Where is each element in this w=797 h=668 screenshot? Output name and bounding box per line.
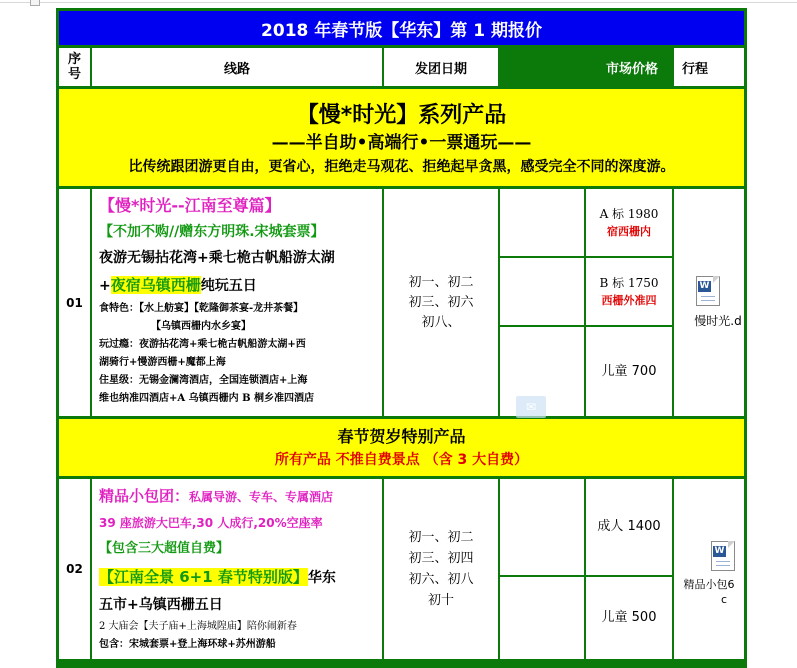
row1-number: 01 xyxy=(59,189,90,416)
row1-price-b xyxy=(586,258,672,325)
section-spring-festival-title: 春节贺岁特别产品 xyxy=(337,426,466,446)
header-seq-label: 序号 xyxy=(67,52,81,82)
section-slow-time-desc: 比传统跟团游更自由，更省心，拒绝走马观花、拒绝起早贪黑，感受完全不同的深度游。 xyxy=(128,158,675,175)
row1-line1: 夜游无锡拈花湾+乘七桅古帆船游太湖 xyxy=(99,250,335,266)
row2-product-name xyxy=(99,483,378,511)
section-slow-time xyxy=(59,89,744,186)
row2-number: 02 xyxy=(59,479,90,659)
row2-highlight-post: 华东 xyxy=(307,570,336,586)
row2-dates xyxy=(384,479,498,659)
row1-line2-pre: + xyxy=(99,278,111,294)
row2-bus: 39 座旅游大巴车,30 人成行,20%空座率 xyxy=(99,516,323,530)
row2-highlight-line xyxy=(99,563,378,592)
row1-tag: 【不加不购//赠东方明珠.宋城套票】 xyxy=(99,224,325,240)
row1-play1: 玩过瘾：夜游拈花湾+乘七桅古帆船游太湖+西 xyxy=(99,339,306,350)
row1-food2: 【乌镇西栅内水乡宴】 xyxy=(151,321,251,332)
section-slow-time-title: 【慢*时光】系列产品 xyxy=(296,102,507,128)
row2-name-pink: 精品小包团： xyxy=(99,487,190,505)
row1-date-line: 初三、初六 xyxy=(408,294,474,310)
row1-price-a xyxy=(586,189,672,256)
faint-overlay-icon: ✉ xyxy=(516,396,546,418)
row1-line2 xyxy=(99,271,378,300)
header-route: 线路 xyxy=(92,48,382,86)
row2-file-name: 精品小包6 xyxy=(683,578,735,591)
row2-itinerary-file[interactable] xyxy=(674,479,744,659)
sheet-corner xyxy=(30,0,40,6)
row2-date-line: 初一、初二 xyxy=(408,530,474,545)
row1-line2-post: 纯玩五日 xyxy=(200,278,257,294)
row1-itinerary-file[interactable] xyxy=(674,189,744,416)
row1-food1: 食特色：【水上舫宴】【乾隆御茶宴-龙井茶餐】 xyxy=(99,303,304,314)
row1-stay1: 住星级：无锡金澜湾酒店，全国连锁酒店+上海 xyxy=(99,375,308,386)
header-dates: 发团日期 xyxy=(384,48,498,86)
row1-file-name: 慢时光.d xyxy=(694,314,742,328)
header-seq xyxy=(59,48,90,86)
row1-price-b-value: B 标 1750 xyxy=(599,275,659,290)
row2-route xyxy=(92,479,382,659)
row2-highlight: 【江南全景 6+1 春节特别版】 xyxy=(99,568,308,586)
row2-name-rest: 私属导游、专车、专属酒店 xyxy=(189,490,334,504)
row2-price-adult: 成人 1400 xyxy=(586,479,672,575)
row1-play2: 湖骑行+慢游西栅+魔都上海 xyxy=(99,357,226,368)
table-title: 2018 年春节版【华东】第 1 期报价 xyxy=(59,11,744,45)
row2-tag: 【包含三大超值自费】 xyxy=(99,541,230,556)
section-spring-festival-subtitle: 所有产品 不推自费景点 （含 3 大自费） xyxy=(274,451,529,468)
row1-line2-highlight: 夜宿乌镇西栅 xyxy=(110,276,201,294)
section-spring-festival xyxy=(59,419,744,476)
row1-product-name: 【慢*时光--江南至尊篇】 xyxy=(99,196,281,215)
row1-date-line: 初八、 xyxy=(421,314,461,330)
row1-route xyxy=(92,189,382,416)
top-ruler-line xyxy=(0,2,797,3)
row1-price-child: 儿童 700 xyxy=(586,327,672,416)
row2-line: 五市+乌镇西栅五日 xyxy=(99,597,223,613)
row1-price-empty-b xyxy=(500,258,584,325)
row2-detail1: 2 大庙会【夫子庙+上海城隍庙】陪你闹新春 xyxy=(99,621,297,632)
word-document-icon: W xyxy=(711,541,737,573)
section-slow-time-subtitle: ——半自助•高端行•一票通玩—— xyxy=(271,132,532,153)
row1-price-b-note: 西栅外准四 xyxy=(601,293,657,307)
row2-file-name-line2: c xyxy=(720,593,728,606)
header-itinerary: 行程 xyxy=(674,48,744,86)
row2-date-line: 初十 xyxy=(427,593,454,608)
header-market-price: 市场价格 xyxy=(500,48,672,86)
row2-price-empty-b xyxy=(500,577,584,659)
row2-detail2: 包含：宋城套票+登上海环球+苏州游船 xyxy=(99,639,276,650)
row1-price-a-note: 宿西栅内 xyxy=(607,224,651,238)
row2-date-line: 初三、初四 xyxy=(408,551,474,566)
row2-date-line: 初六、初八 xyxy=(408,572,474,587)
row1-dates xyxy=(384,189,498,416)
word-document-icon: W xyxy=(696,276,722,308)
row1-price-a-value: A 标 1980 xyxy=(599,206,659,221)
row1-stay2: 维也纳准四酒店+A 乌镇西栅内 B 桐乡准四酒店 xyxy=(99,393,315,404)
row1-price-empty-a xyxy=(500,189,584,256)
row2-price-child: 儿童 500 xyxy=(586,577,672,659)
row1-date-line: 初一、初二 xyxy=(408,274,474,290)
row2-price-empty-a xyxy=(500,479,584,575)
